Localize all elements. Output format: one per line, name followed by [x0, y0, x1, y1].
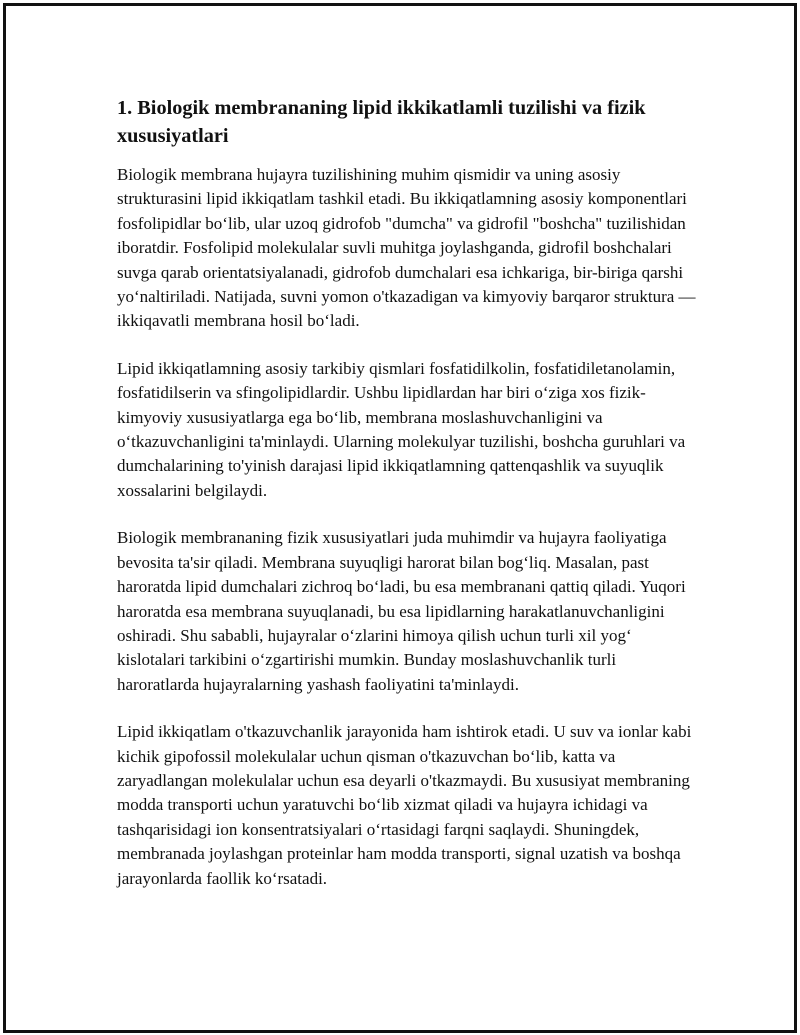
- section-heading: 1. Biologik membrananing lipid ikkikatlamli tuzilishi va fizik xususiyatlari: [117, 97, 646, 147]
- paragraph-4: Lipid ikkiqatlam o'tkazuvchanlik jarayonida ham ishtirok etadi. U suv va ionlar kabi kichik gipofossil molekulalar uchun qisman o'tkazuvchan bo‘lib, katta va zaryadlangan molekulalar uchun esa deyarli o'tkazmaydi. Bu xususiyat membraning modda transporti uchun yaratuvchi bo‘lib xizmat qiladi va hujayra ichidagi va tashqarisidagi ion konsentratsiyalari o‘rtasidagi farqni saqlaydi. Shuningdek, membranada joylashgan proteinlar ham modda transporti, signal uzatish va boshqa jarayonlarda faollik ko‘rsatadi.: [117, 722, 692, 888]
- paragraph-2: Lipid ikkiqatlamning asosiy tarkibiy qismlari fosfatidilkolin, fosfatidiletanolamin, fosfatidilserin va sfingolipidlardir. Ushbu lipidlardan har biri o‘ziga xos fizik-kimyoviy xususiyatlarga ega bo‘lib, membrana moslashuvchanligini va o‘tkazuvchanligini ta'minlaydi. Ularning molekulyar tuzilishi, boshcha guruhlari va dumchalarining to'yinish darajasi lipid ikkiqatlamning qattenqashlik va suyuqlik xossalarini belgilaydi.: [117, 358, 686, 500]
- paragraph-3: Biologik membrananing fizik xususiyatlari juda muhimdir va hujayra faoliyatiga bevosita ta'sir qiladi. Membrana suyuqligi harorat bilan bog‘liq. Masalan, past haroratda lipid dumchalari zichroq bo‘ladi, bu esa membranani qattiq qiladi. Yuqori haroratda esa membrana suyuqlanadi, bu esa lipidlarning harakatlanuvchanligini oshiradi. Shu sababli, hujayralar o‘zlarini himoya qilish uchun turli xil yog‘ kislotalari tarkibini o‘zgartirishi mumkin. Bunday moslashuvchanlik turli haroratlarda hujayralarning yashash faoliyatini ta'minlaydi.: [117, 528, 686, 694]
- document-body: [117, 94, 697, 914]
- paragraph-1: Biologik membrana hujayra tuzilishining muhim qismidir va uning asosiy strukturasini lipid ikkiqatlam tashkil etadi. Bu ikkiqatlamning asosiy komponentlari fosfolipidlar bo‘lib, ular uzoq gidrofob "dumcha" va gidrofil "boshcha" tuzilishidan iboratdir. Fosfolipid molekulalar suvli muhitga joylashganda, gidrofil boshchalari suvga qarab orientatsiyalanadi, gidrofob dumchalari esa ichkariga, bir-biriga qarshi yo‘naltiriladi. Natijada, suvni yomon o'tkazadigan va kimyoviy barqaror struktura — ikkiqavatli membrana hosil bo‘ladi.: [117, 165, 696, 331]
